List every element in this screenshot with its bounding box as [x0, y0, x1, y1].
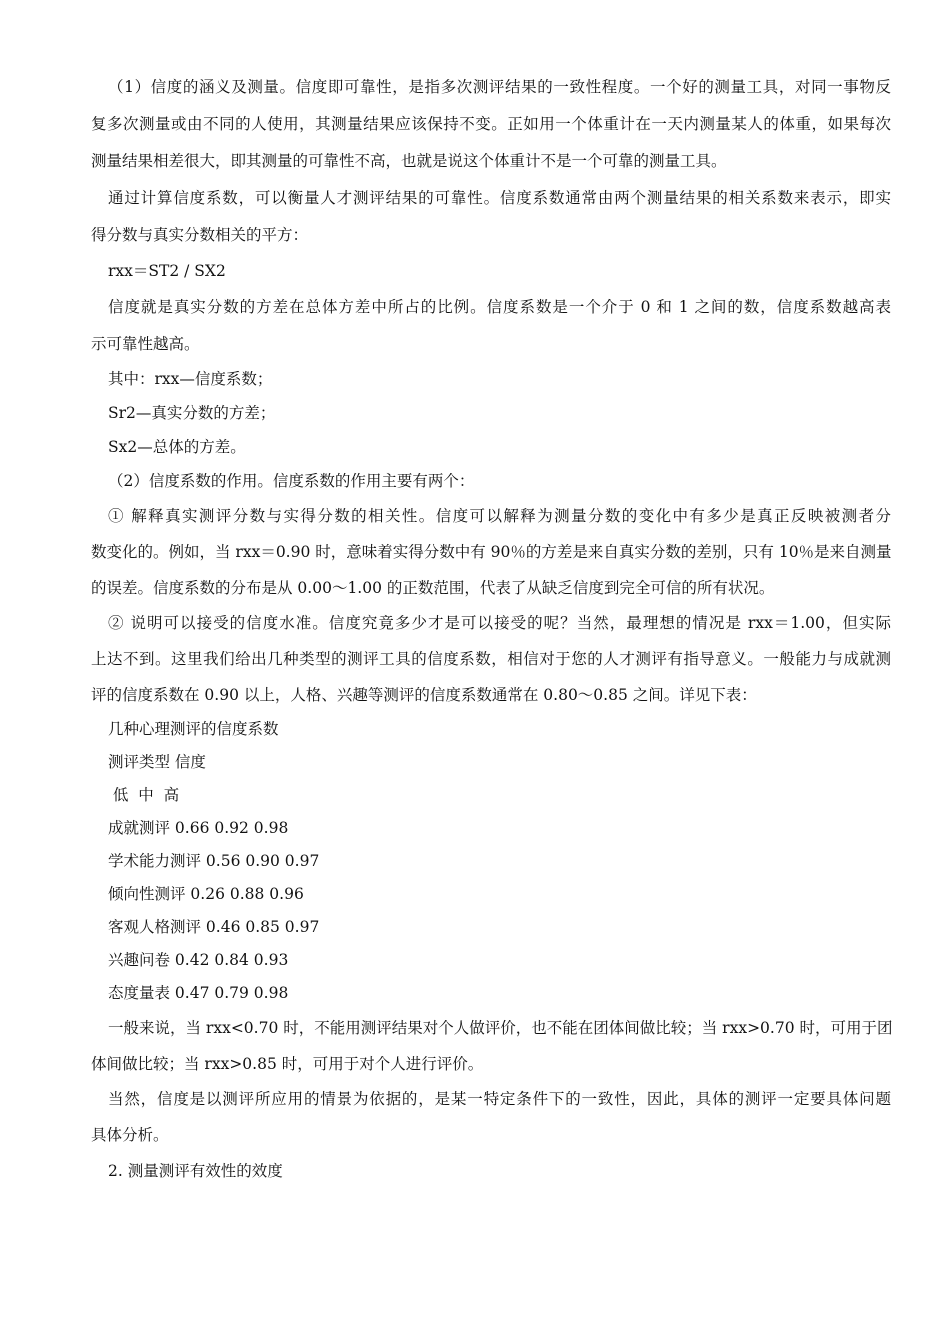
definition-line: 其中：rxx—信度系数； — [108, 370, 273, 388]
table-row: 客观人格测评 0.46 0.85 0.97 — [108, 918, 320, 936]
table-row: 学术能力测评 0.56 0.90 0.97 — [108, 852, 320, 870]
paragraph-line: 得分数与真实分数相关的平方： — [91, 226, 309, 244]
paragraph-line: 当然，信度是以测评所应用的情景为依据的，是某一特定条件下的一致性，因此，具体的测评一定要具体问题 — [108, 1090, 891, 1108]
paragraph-line: 数变化的。例如，当 rxx＝0.90 时，意味着实得分数中有 90％的方差是来自真实分数的差别，只有 10％是来自测量 — [91, 543, 892, 561]
paragraph-line: 信度就是真实分数的方差在总体方差中所占的比例。信度系数是一个介于 0 和 1 之间的数，信度系数越高表 — [108, 298, 891, 316]
paragraph-line: ① 解释真实测评分数与实得分数的相关性。信度可以解释为测量分数的变化中有多少是真正反映被测者分 — [108, 507, 891, 525]
paragraph-line: 体间做比较；当 rxx>0.85 时，可用于对个人进行评价。 — [91, 1055, 484, 1073]
paragraph-line: 测量结果相差很大，即其测量的可靠性不高，也就是说这个体重计不是一个可靠的测量工具。 — [91, 152, 727, 170]
paragraph-line: 一般来说，当 rxx<0.70 时，不能用测评结果对个人做评价，也不能在团体间做比较；当 rxx>0.70 时，可用于团 — [108, 1019, 893, 1037]
paragraph-line: ② 说明可以接受的信度水准。信度究竟多少才是可以接受的呢？当然，最理想的情况是 rxx＝1.00，但实际 — [108, 614, 891, 632]
paragraph-line: 通过计算信度系数，可以衡量人才测评结果的可靠性。信度系数通常由两个测量结果的相关系数来表示，即实 — [108, 189, 891, 207]
table-row: 倾向性测评 0.26 0.88 0.96 — [108, 885, 304, 903]
section1-heading-line: （1）信度的涵义及测量。信度即可靠性，是指多次测评结果的一致性程度。一个好的测量工具，对同一事物反 — [108, 78, 891, 96]
table-header: 测评类型 信度 — [108, 753, 206, 771]
definition-line: Sx2—总体的方差。 — [108, 438, 246, 456]
paragraph-line: 具体分析。 — [91, 1126, 169, 1144]
table-row: 态度量表 0.47 0.79 0.98 — [108, 984, 289, 1002]
table-subheader: 低 中 高 — [108, 786, 180, 804]
definition-line: Sr2—真实分数的方差； — [108, 404, 276, 422]
table-row: 成就测评 0.66 0.92 0.98 — [108, 819, 289, 837]
section-heading: 2. 测量测评有效性的效度 — [108, 1162, 283, 1180]
table-title: 几种心理测评的信度系数 — [108, 720, 279, 738]
section2-heading: （2）信度系数的作用。信度系数的作用主要有两个： — [108, 472, 475, 490]
table-row: 兴趣问卷 0.42 0.84 0.93 — [108, 951, 289, 969]
formula-line: rxx＝ST2 / SX2 — [108, 262, 226, 280]
paragraph-line: 示可靠性越高。 — [91, 335, 200, 353]
paragraph-line: 复多次测量或由不同的人使用，其测量结果应该保持不变。正如用一个体重计在一天内测量某人的体重，如果每次 — [91, 115, 891, 133]
paragraph-line: 的误差。信度系数的分布是从 0.00～1.00 的正数范围，代表了从缺乏信度到完全可信的所有状况。 — [91, 579, 775, 597]
paragraph-line: 评的信度系数在 0.90 以上，人格、兴趣等测评的信度系数通常在 0.80～0.85 之间。详见下表： — [91, 686, 757, 704]
paragraph-line: 上达不到。这里我们给出几种类型的测评工具的信度系数，相信对于您的人才测评有指导意义。一般能力与成就测 — [91, 650, 891, 668]
